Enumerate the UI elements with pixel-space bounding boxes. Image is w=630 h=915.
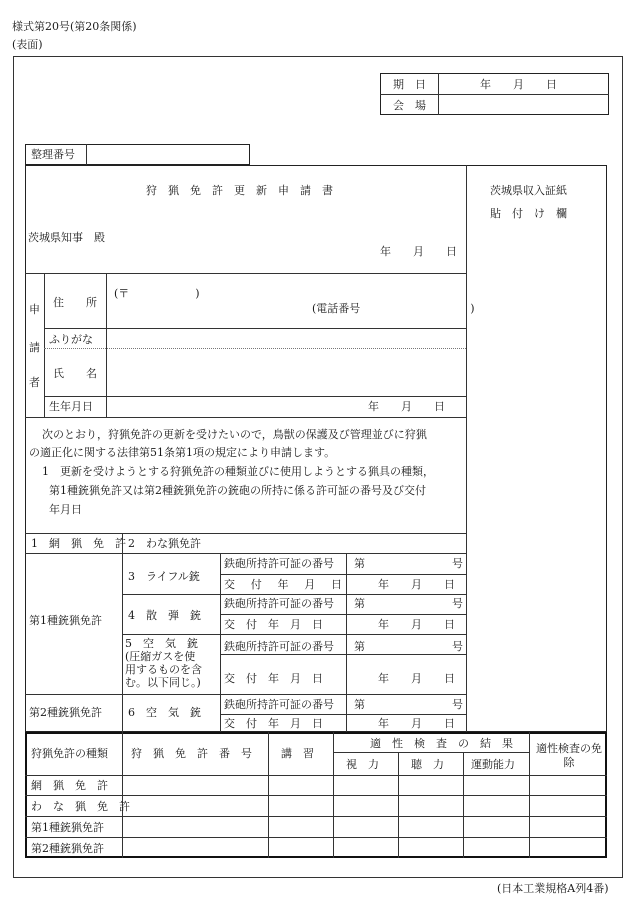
- body-line-4: 第1種銃猟免許又は第2種銃猟免許の銃砲の所持に係る許可証の番号及び交付: [49, 484, 426, 497]
- form-number-label: 様式第20号(第20条関係): [12, 20, 137, 33]
- header-training: 講 習: [281, 747, 314, 760]
- results-row-line-2: [25, 816, 607, 817]
- airgun2-go: 号: [452, 698, 463, 711]
- subheader-motor: 運動能力: [471, 758, 515, 771]
- furigana-dotted-line: [44, 348, 466, 349]
- applicant-char-3: 者: [29, 376, 40, 389]
- shotgun-issue-date[interactable]: 年 月 日: [378, 618, 455, 631]
- class1-label: 第1種銃猟免許: [29, 614, 102, 627]
- results-col-5: [463, 752, 464, 858]
- shotgun-bottom-line: [122, 634, 466, 635]
- ref-no-field[interactable]: [88, 146, 248, 163]
- name-bottom-line: [44, 396, 466, 397]
- license-top-line: [25, 533, 466, 534]
- permit-line-4: [220, 714, 466, 715]
- session-vdivider: [438, 73, 439, 115]
- form-title: 狩 猟 免 許 更 新 申 請 書: [146, 184, 333, 197]
- shotgun-issue-label: 交 付 年 月 日: [224, 618, 323, 631]
- header-exemption: 適性検査の免除: [536, 742, 602, 769]
- class2-label: 第2種銃猟免許: [29, 706, 102, 719]
- address-label: 住 所: [53, 296, 97, 309]
- airgun-option-1[interactable]: 5 空 気 銃: [125, 637, 198, 650]
- stamp-label-2: 貼 付 け 欄: [490, 207, 567, 220]
- footer-note: (日本工業規格A列4番): [497, 882, 609, 895]
- venue-label: 会 場: [393, 99, 426, 112]
- furigana-label: ふりがな: [49, 333, 93, 346]
- birth-label: 生年月日: [49, 400, 93, 413]
- applicant-top-line: [25, 273, 466, 274]
- shotgun-dai: 第: [354, 597, 365, 610]
- shotgun-go: 号: [452, 597, 463, 610]
- row-net: 網 猟 免 許: [31, 779, 108, 792]
- results-row-line-1: [25, 795, 607, 796]
- birth-date-field[interactable]: 年 月 日: [368, 400, 445, 413]
- license-col-2: [220, 553, 221, 732]
- license-col-3: [346, 553, 347, 732]
- permit-line-1: [220, 574, 466, 575]
- applicant-char-2: 請: [29, 341, 40, 354]
- net-license-option[interactable]: 1 網 猟 免 許: [31, 537, 126, 550]
- airgun-issue-label: 交 付 年 月 日: [224, 672, 323, 685]
- date-field[interactable]: 年 月 日: [480, 78, 557, 91]
- row-trap: わ な 猟 免 許: [31, 800, 130, 813]
- application-date[interactable]: 年 月 日: [380, 245, 457, 258]
- airgun-dai: 第: [354, 640, 365, 653]
- name-field[interactable]: [108, 350, 464, 394]
- license-row-line: [25, 553, 466, 554]
- airgun2-issue-date[interactable]: 年 月 日: [378, 717, 455, 730]
- addressee: 茨城県知事 殿: [28, 231, 105, 244]
- trap-license-option[interactable]: 2 わな猟免許: [128, 537, 201, 550]
- address-bottom-line: [44, 328, 466, 329]
- date-label: 期 日: [393, 78, 426, 91]
- venue-field[interactable]: [440, 96, 606, 113]
- header-license-number: 狩 猟 免 許 番 号: [131, 747, 252, 760]
- header-aptitude: 適 性 検 査 の 結 果: [370, 737, 513, 750]
- phone-field[interactable]: (電話番号 ): [312, 302, 475, 315]
- class2-top-line: [25, 694, 466, 695]
- rifle-bottom-line: [122, 594, 466, 595]
- stamp-divider: [466, 165, 467, 732]
- row-class2: 第2種銃猟免許: [31, 842, 104, 855]
- rifle-dai: 第: [354, 557, 365, 570]
- body-line-2: の適正化に関する法律第51条第1項の規定により申請します。: [29, 446, 336, 459]
- permit-line-3: [220, 654, 466, 655]
- results-subheader-line: [333, 752, 529, 753]
- subheader-hearing: 聴 力: [411, 758, 444, 771]
- side-label: (表面): [12, 38, 43, 51]
- shotgun-option[interactable]: 4 散 弾 銃: [128, 609, 201, 622]
- ref-no-label: 整理番号: [31, 148, 75, 161]
- airgun-go: 号: [452, 640, 463, 653]
- rifle-issue-date[interactable]: 年 月 日: [378, 578, 455, 591]
- airgun-option-3: 用するものを含: [125, 663, 202, 676]
- session-divider: [380, 94, 609, 95]
- ref-no-divider: [86, 144, 87, 165]
- name-label: 氏 名: [53, 367, 97, 380]
- header-license-type: 狩猟免許の種類: [31, 747, 108, 760]
- postal-code-field[interactable]: (〒 ): [114, 287, 200, 300]
- airgun2-permit-label: 鉄砲所持許可証の番号: [224, 698, 334, 711]
- airgun-issue-date[interactable]: 年 月 日: [378, 672, 455, 685]
- rifle-option[interactable]: 3 ライフル銃: [128, 570, 200, 583]
- body-line-3: 1 更新を受けようとする狩猟免許の種類並びに使用しようとする猟具の種類，: [42, 465, 434, 478]
- airgun-class2-option[interactable]: 6 空 気 銃: [128, 706, 201, 719]
- results-row-line-3: [25, 837, 607, 838]
- applicant-char-1: 申: [29, 303, 40, 316]
- airgun-option-2: (圧縮ガスを使: [125, 650, 196, 663]
- permit-line-2: [220, 614, 466, 615]
- rifle-issue-label: 交 付 年 月 日: [224, 578, 342, 591]
- furigana-field[interactable]: [108, 330, 464, 347]
- subheader-vision: 視 力: [346, 758, 379, 771]
- row-class1: 第1種銃猟免許: [31, 821, 104, 834]
- airgun2-issue-label: 交 付 年 月 日: [224, 717, 323, 730]
- body-line-5: 年月日: [49, 503, 82, 516]
- body-line-1: 次のとおり，狩猟免許の更新を受けたいので，鳥獣の保護及び管理並びに狩猟: [42, 428, 427, 441]
- license-col-1: [122, 533, 123, 732]
- rifle-permit-label: 鉄砲所持許可証の番号: [224, 557, 334, 570]
- applicant-bottom-line: [25, 417, 466, 418]
- airgun-permit-label: 鉄砲所持許可証の番号: [224, 640, 334, 653]
- airgun-option-4: む。以下同じ。): [125, 676, 201, 689]
- airgun2-dai: 第: [354, 698, 365, 711]
- shotgun-permit-label: 鉄砲所持許可証の番号: [224, 597, 334, 610]
- rifle-go: 号: [452, 557, 463, 570]
- stamp-label-1: 茨城県収入証紙: [490, 184, 567, 197]
- results-header-line: [25, 775, 607, 776]
- results-col-4: [398, 752, 399, 858]
